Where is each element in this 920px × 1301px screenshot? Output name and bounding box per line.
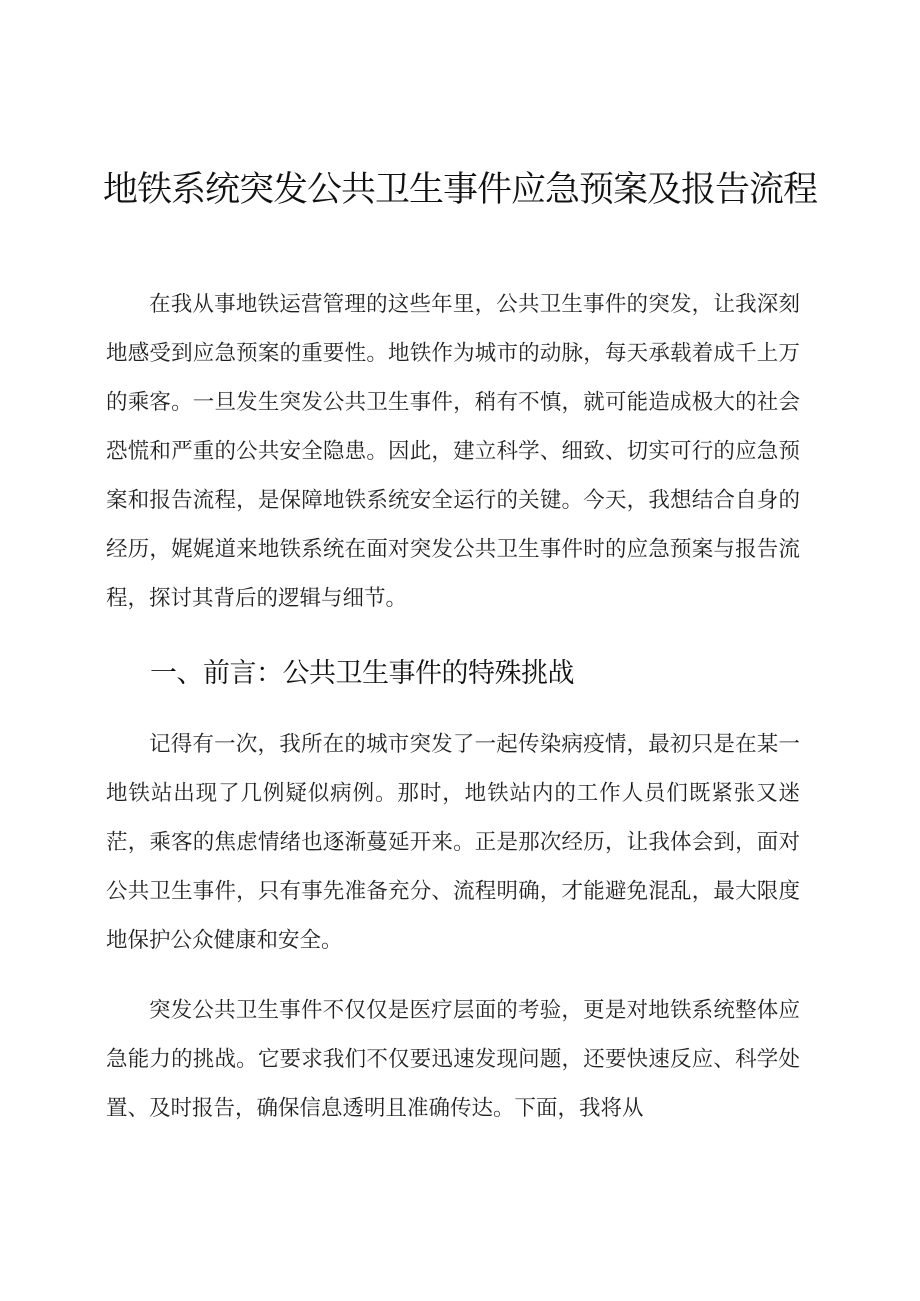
document-title: 地铁系统突发公共卫生事件应急预案及报告流程: [102, 170, 817, 210]
intro-paragraph: 在我从事地铁运营管理的这些年里，公共卫生事件的突发，让我深刻地感受到应急预案的重要性。地铁作为城市的动脉，每天承载着成千上万的乘客。一旦发生突发公共卫生事件，稍有不慎，就可能造成极大的社会恐慌和严重的公共安全隐患。因此，建立科学、细致、切实可行的应急预案和报告流程，是保障地铁系统安全运行的关键。今天，我想结合自身的经历，娓娓道来地铁系统在面对突发公共卫生事件时的应急预案与报告流程，探讨其背后的逻辑与细节。: [106, 292, 800, 611]
body-paragraph: 记得有一次，我所在的城市突发了一起传染病疫情，最初只是在某一地铁站出现了几例疑似病例。那时，地铁站内的工作人员们既紧张又迷茫，乘客的焦虑情绪也逐渐蔓延开来。正是那次经历，让我体会到，面对公共卫生事件，只有事先准备充分、流程明确，才能避免混乱，最大限度地保护公众健康和安全。: [106, 732, 800, 953]
section-heading: 一、前言：公共卫生事件的特殊挑战: [150, 658, 574, 689]
body-paragraph: 突发公共卫生事件不仅仅是医疗层面的考验，更是对地铁系统整体应急能力的挑战。它要求我们不仅要迅速发现问题，还要快速反应、科学处置、及时报告，确保信息透明且准确传达。下面，我将从: [106, 998, 800, 1121]
